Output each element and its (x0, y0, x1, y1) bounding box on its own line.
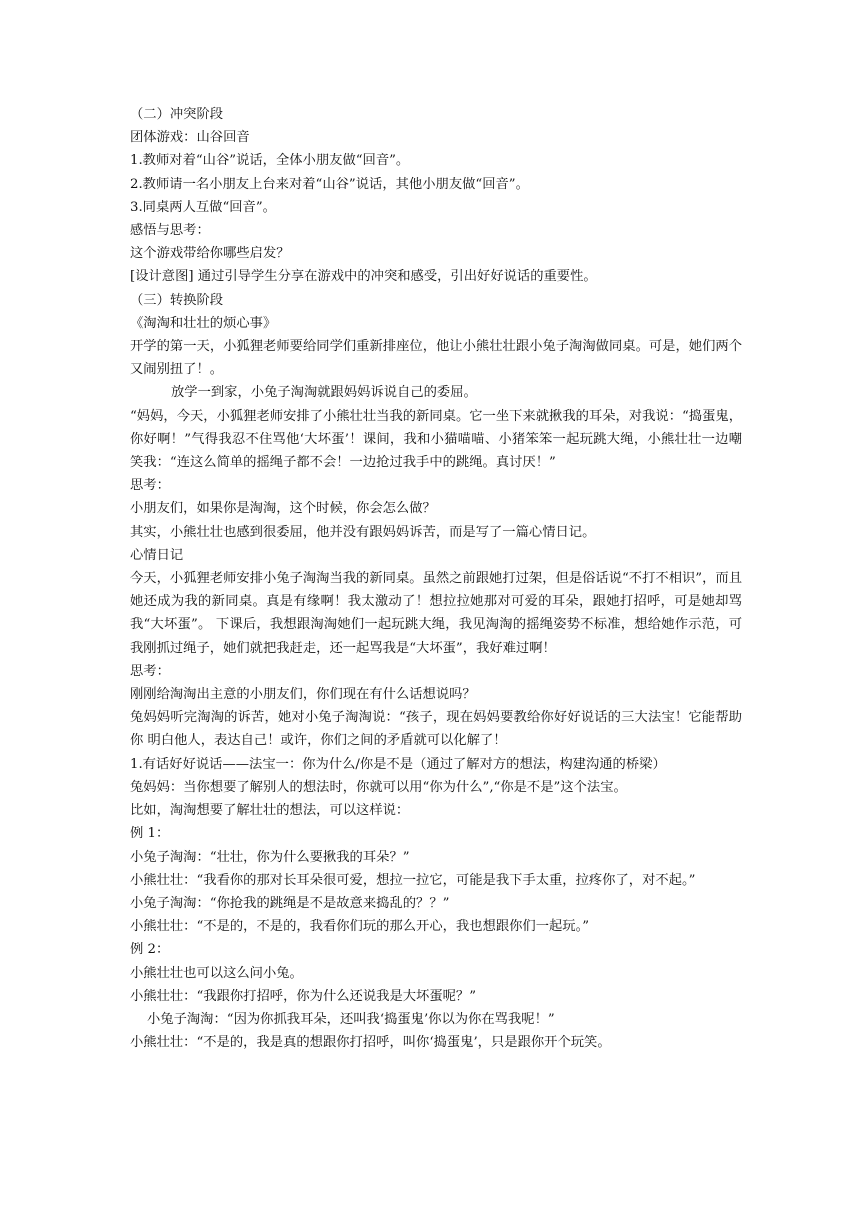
paragraph: 小熊壮壮：“我跟你打招呼，你为什么还说我是大坏蛋呢？” (130, 988, 477, 1004)
paragraph: 3.同桌两人互做“回音”。 (130, 199, 276, 215)
paragraph: 小朋友们，如果你是淘淘，这个时候，你会怎么做？ (130, 501, 436, 517)
paragraph: 思考： (130, 663, 170, 679)
paragraph: 例 1： (130, 826, 170, 842)
paragraph: 兔妈妈：当你想要了解别人的想法时，你就可以用“你为什么”,“你是不是”这个法宝。 (130, 779, 627, 795)
paragraph: 这个游戏带给你哪些启发？ (130, 246, 290, 262)
paragraph: [设计意图] 通过引导学生分享在游戏中的冲突和感受，引出好好说话的重要性。 (130, 269, 597, 285)
paragraph: 2.教师请一名小朋友上台来对着“山谷”说话，其他小朋友做“回音”。 (130, 176, 529, 192)
section-heading: （三）转换阶段 (130, 292, 224, 308)
paragraph: 其实，小熊壮壮也感到很委屈，他并没有跟妈妈诉苦，而是写了一篇心情日记。 (130, 524, 596, 540)
story-title: 《淘淘和壮壮的烦心事》 (130, 315, 277, 331)
paragraph: 放学一到家，小兔子淘淘就跟妈妈诉说自己的委屈。 (171, 385, 477, 401)
paragraph: 开学的第一天，小狐狸老师要给同学们重新排座位，他让小熊壮壮跟小兔子淘淘做同桌。可是，她们两个又闹别扭了！。 (130, 339, 742, 378)
paragraph: 小兔子淘淘：“因为你抓我耳朵，还叫我‘捣蛋鬼’你以为你在骂我呢！” (147, 1011, 555, 1027)
paragraph: 团体游戏：山谷回音 (130, 130, 250, 146)
paragraph: 小兔子淘淘：“壮壮，你为什么要揪我的耳朵？” (130, 849, 410, 865)
paragraph: 小熊壮壮：“不是的，我是真的想跟你打招呼，叫你‘捣蛋鬼’，只是跟你开个玩笑。 (130, 1035, 611, 1051)
paragraph: 兔妈妈听完淘淘的诉苦，她对小兔子淘淘说：“孩子，现在妈妈要教给你好好说话的三大法宝！它能帮助你 明白他人，表达自己！或许，你们之间的矛盾就可以化解了！ (130, 710, 742, 749)
paragraph: “妈妈，今天，小狐狸老师安排了小熊壮壮当我的新同桌。它一坐下来就揪我的耳朵，对我说：“捣蛋鬼，你好啊！”气得我忍不住骂他‘大坏蛋’！课间，我和小猫喵喵、小猪笨笨一起玩跳大绳，小熊壮壮一边嘲笑我：“连这么简单的摇绳子都不会！一边抢过我手中的跳绳。真讨厌！” (130, 408, 742, 471)
paragraph: 今天，小狐狸老师安排小兔子淘淘当我的新同桌。虽然之前跟她打过架，但是俗话说“不打不相识”，而且她还成为我的新同桌。真是有缘啊！我太激动了！想拉拉她那对可爱的耳朵，跟她打招呼，可是她却骂我“大坏蛋”。 下课后，我想跟淘淘她们一起玩跳大绳，我见淘淘的摇绳姿势不标准，想给她作示范，可我刚抓过绳子，她们就把我赶走，还一起骂我是“大坏蛋”，我好难过啊！ (130, 571, 742, 656)
document-body (130, 103, 742, 1054)
section-heading: （二）冲突阶段 (130, 107, 224, 122)
paragraph: 1.有话好好说话——法宝一：你为什么/你是不是（通过了解对方的想法，构建沟通的桥梁） (130, 756, 666, 772)
paragraph: 思考： (130, 478, 170, 494)
paragraph: 比如，淘淘想要了解壮壮的想法，可以这样说： (130, 803, 410, 819)
paragraph: 小熊壮壮：“不是的，不是的，我看你们玩的那么开心，我也想跟你们一起玩。” (130, 919, 590, 935)
paragraph: 1.教师对着“山谷”说话，全体小朋友做“回音”。 (130, 153, 410, 169)
paragraph: 小熊壮壮也可以这么问小兔。 (130, 965, 303, 981)
paragraph: 心情日记 (130, 547, 184, 563)
paragraph: 小兔子淘淘：“你抢我的跳绳是不是故意来捣乱的？？” (130, 895, 450, 911)
paragraph: 刚刚给淘淘出主意的小朋友们，你们现在有什么话想说吗？ (130, 687, 476, 703)
paragraph: 感悟与思考： (130, 223, 210, 239)
paragraph: 小熊壮壮：“我看你的那对长耳朵很可爱，想拉一拉它，可能是我下手太重，拉疼你了，对不起。” (130, 872, 696, 888)
paragraph: 例 2： (130, 942, 170, 958)
